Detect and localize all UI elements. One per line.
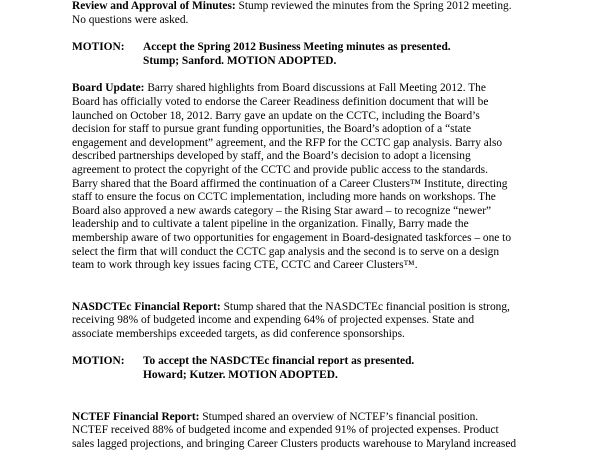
nasdctec-report-line — [72, 301, 592, 315]
nasdctec-report-heading: NASDCTEc Financial Report: — [72, 300, 221, 313]
nasdctec-report-line: associate memberships exceeded targets, as did conference sponsorships. — [72, 327, 405, 340]
motion-block — [72, 355, 592, 382]
board-update-paragraph — [72, 82, 592, 272]
board-update-line: described partnerships developed by staff, and the Board’s decision to adopt a licensing — [72, 150, 471, 163]
minutes-line: No questions were asked. — [72, 13, 189, 26]
nasdctec-report-paragraph — [72, 301, 592, 342]
spacer — [72, 27, 592, 41]
board-update-line: leadership and to cultivate a talent pipeline in the organization. Finally, Barry made the — [72, 218, 469, 231]
board-update-heading: Board Update: — [72, 82, 145, 95]
minutes-text: Stump reviewed the minutes from the Spring 2012 meeting. — [235, 0, 512, 12]
nctef-report-line: sales lagged projections, and bringing Career Clusters products warehouse to Maryland increased — [72, 437, 517, 450]
nctef-report-heading: NCTEF Financial Report: — [72, 410, 200, 423]
board-update-line: engagement and development” agreement, and the RFP for the CCTC gap analysis. Barry also — [72, 136, 503, 149]
nctef-report-line — [72, 411, 592, 425]
minutes-paragraph — [72, 0, 592, 27]
motion-block — [72, 41, 592, 68]
board-update-line: Board also approved a new awards category – the Rising Star award – to recognize “newer” — [72, 204, 492, 217]
board-update-line: Barry shared that the Board affirmed the continuation of a Career Clusters™ Institute, directing — [72, 177, 508, 190]
nasdctec-report-text: Stump shared that the NASDCTEc financial position is strong, — [220, 300, 510, 313]
nctef-report-line: NCTEF received 88% of budgeted income and expended 91% of projected expenses. Product — [72, 424, 499, 437]
motion-label: MOTION: — [72, 41, 125, 54]
motion-line: To accept the NASDCTEc financial report as presented. — [143, 355, 415, 368]
nasdctec-report-line: receiving 98% of budgeted income and expending 64% of projected expenses. State and — [72, 314, 475, 327]
board-update-line: Board has officially voted to endorse the Career Readiness definition document that will be — [72, 95, 489, 108]
nctef-report-text: Stumped shared an overview of NCTEF’s financial position. — [199, 410, 479, 423]
motion-line: Stump; Sanford. MOTION ADOPTED. — [143, 54, 337, 67]
motion-label: MOTION: — [72, 355, 125, 368]
board-update-line: agreement to protect the copyright of the CCTC and provide public access to the standards. — [72, 163, 488, 176]
minutes-heading: Review and Approval of Minutes: — [72, 0, 236, 12]
minutes-line — [72, 0, 592, 14]
spacer — [72, 68, 592, 82]
board-update-line — [72, 82, 592, 96]
motion-text — [143, 355, 592, 382]
board-update-line: staff to ensure the focus on CCTC implementation, including more hands on workshops. The — [72, 191, 496, 204]
motion-text — [143, 41, 592, 68]
spacer — [72, 341, 592, 355]
board-update-line: decision for staff to pursue grant funding opportunities, the Board’s adoption of a “state — [72, 123, 472, 136]
nctef-report-paragraph — [72, 411, 592, 451]
board-update-text: Barry shared highlights from Board discussions at Fall Meeting 2012. The — [144, 82, 486, 95]
spacer — [72, 383, 592, 411]
board-update-line: launched on October 18, 2012. Barry gave an update on the CCTC, including the Board’s — [72, 109, 480, 122]
board-update-line: select the firm that will conduct the CCTC gap analysis and the second is to serve on a design — [72, 245, 500, 258]
document-page — [72, 0, 592, 451]
motion-line: Accept the Spring 2012 Business Meeting minutes as presented. — [143, 41, 451, 54]
spacer — [72, 273, 592, 301]
board-update-line: membership aware of two opportunities for engagement in Board-designated taskforces – one to — [72, 231, 512, 244]
board-update-line: team to work through key issues facing CTE, CCTC and Career Clusters™. — [72, 259, 418, 272]
motion-line: Howard; Kutzer. MOTION ADOPTED. — [143, 369, 338, 382]
